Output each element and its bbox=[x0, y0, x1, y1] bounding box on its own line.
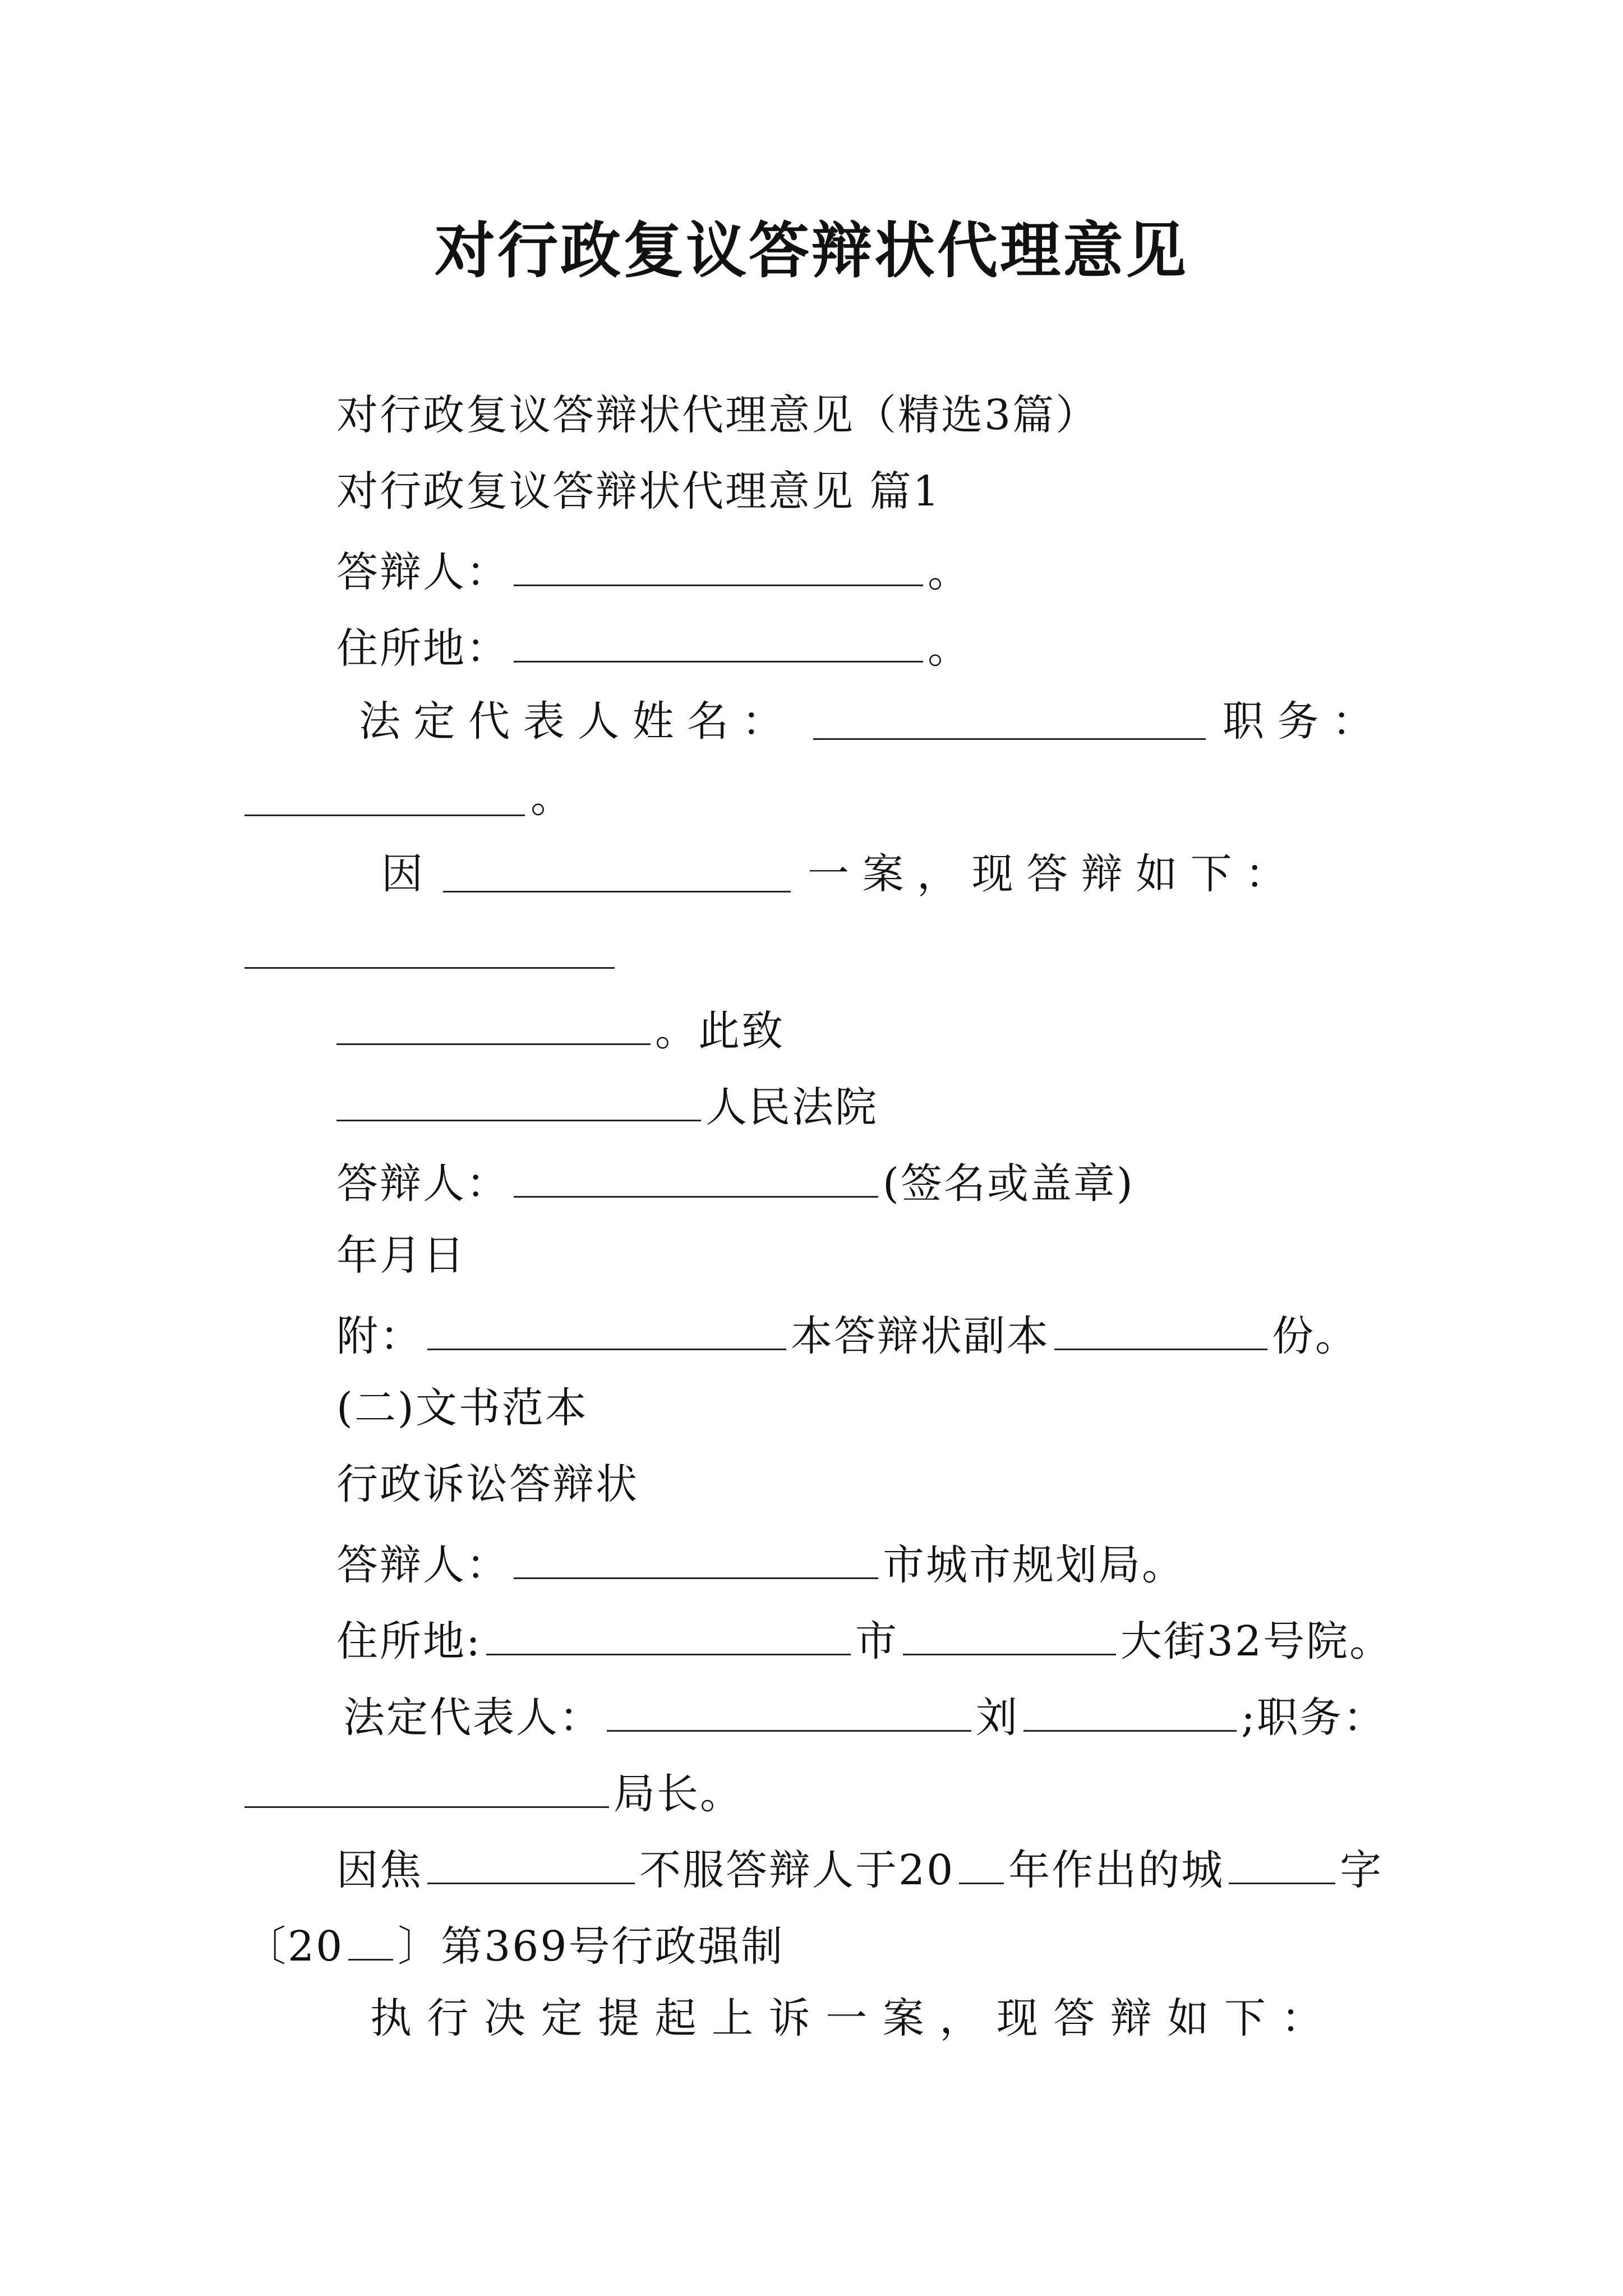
period: 。 bbox=[531, 774, 572, 822]
signature-line bbox=[336, 1151, 1135, 1212]
case-number-line bbox=[245, 1914, 784, 1975]
court-label: 人民法院 bbox=[706, 1083, 878, 1131]
street-blank bbox=[903, 1609, 1116, 1655]
salutation: 。此致 bbox=[655, 1007, 785, 1055]
appellant-label: 因焦 bbox=[336, 1846, 423, 1894]
year-blank-2 bbox=[348, 1914, 393, 1961]
signature-blank bbox=[514, 1151, 878, 1198]
copy-count-blank bbox=[1054, 1304, 1267, 1350]
reply-intro: 一 案 ， 现 答 辩 如 下 ： bbox=[808, 850, 1287, 898]
period: 。 bbox=[928, 548, 971, 596]
respondent-value: 市城市规划局。 bbox=[883, 1541, 1185, 1589]
case-cause-blank bbox=[443, 891, 791, 892]
template-title: 行政诉讼答辩状 bbox=[336, 1460, 639, 1508]
signature-note: (签名或盖章) bbox=[883, 1159, 1135, 1208]
address-label: 住所地: bbox=[336, 1617, 482, 1665]
salutation-line bbox=[336, 999, 785, 1059]
date-line: 年月日 bbox=[336, 1231, 466, 1280]
legal-rep-blank bbox=[607, 1685, 971, 1732]
respondent-blank bbox=[514, 1533, 878, 1579]
case-text-2: 年作出的城 bbox=[1008, 1846, 1225, 1894]
legal-rep-blank bbox=[813, 738, 1206, 740]
position-blank bbox=[245, 815, 525, 816]
case-cause-label: 因 bbox=[381, 850, 423, 898]
case-number-prefix: 〔20 bbox=[245, 1922, 344, 1971]
position-value: 局长。 bbox=[614, 1770, 743, 1818]
legal-rep-label: 法 定 代 表 人 姓 名 ： bbox=[359, 697, 783, 746]
respondent-line bbox=[336, 540, 971, 600]
copy-unit: 份。 bbox=[1272, 1312, 1358, 1360]
case-text: 不服答辩人于20 bbox=[639, 1846, 955, 1894]
position-label: 职 务 ： bbox=[1223, 697, 1374, 746]
position-blank bbox=[245, 1761, 609, 1808]
case-sample-line bbox=[336, 1838, 1383, 1898]
address-label: 住所地： bbox=[336, 624, 509, 673]
case-number-text: 〕第369号行政强制 bbox=[398, 1922, 785, 1971]
attachment-blank bbox=[427, 1304, 786, 1350]
address-blank bbox=[514, 616, 923, 662]
doc-code-blank bbox=[1229, 1838, 1335, 1884]
attachment-line bbox=[336, 1304, 1358, 1364]
attachment-label: 附： bbox=[336, 1312, 423, 1360]
copy-label: 本答辩状副本 bbox=[791, 1312, 1050, 1360]
case-text-3: 字 bbox=[1340, 1846, 1384, 1894]
legal-rep-label: 法定代表人： bbox=[343, 1694, 602, 1742]
surname-value: 刘 bbox=[976, 1694, 1019, 1742]
year-blank bbox=[959, 1838, 1004, 1884]
city-label: 市 bbox=[855, 1617, 898, 1665]
appellant-blank bbox=[427, 1838, 635, 1884]
court-blank bbox=[336, 1075, 701, 1121]
respondent-blank bbox=[514, 540, 923, 586]
position-label: ;职务： bbox=[1241, 1694, 1386, 1742]
respondent-sample-line bbox=[336, 1533, 1185, 1593]
respondent-label: 答辩人： bbox=[336, 548, 509, 596]
reply-blank-1 bbox=[245, 967, 615, 969]
section-heading: 对行政复议答辩状代理意见 篇1 bbox=[336, 467, 941, 516]
legal-rep-sample-line bbox=[343, 1685, 1386, 1746]
document-title: 对行政复议答辩状代理意见 bbox=[434, 215, 1188, 286]
template-heading: (二)文书范本 bbox=[336, 1384, 588, 1432]
city-blank bbox=[486, 1609, 851, 1655]
street-value: 大街32号院。 bbox=[1120, 1617, 1393, 1665]
address-sample-line bbox=[336, 1609, 1393, 1669]
position-sample-line bbox=[245, 1761, 743, 1822]
given-name-blank bbox=[1023, 1685, 1237, 1732]
court-line bbox=[336, 1075, 878, 1135]
respondent-label: 答辩人： bbox=[336, 1541, 509, 1589]
address-line bbox=[336, 616, 971, 677]
period: 。 bbox=[928, 624, 971, 673]
reply-blank-2 bbox=[336, 999, 651, 1045]
respondent-label: 答辩人： bbox=[336, 1159, 509, 1208]
subtitle-line: 对行政复议答辩状代理意见（精选3篇） bbox=[336, 391, 1099, 439]
reply-intro-sample: 执 行 决 定 提 起 上 诉 一 案 ， 现 答 辩 如 下 ： bbox=[370, 1994, 1324, 2042]
